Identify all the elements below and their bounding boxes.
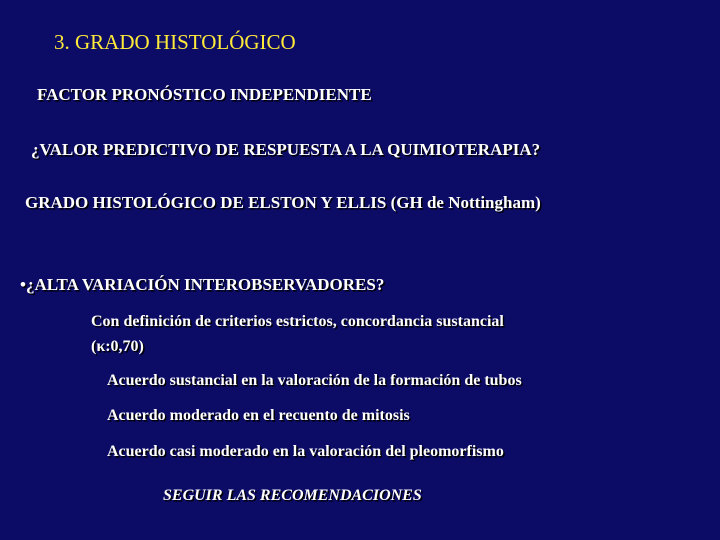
pleomorphism-text: Acuerdo casi moderado en la valoración del pleomorfismo	[107, 443, 504, 460]
recommendations-text: SEGUIR LAS RECOMENDACIONES	[163, 487, 422, 504]
interobserver-variation-bullet: •¿ALTA VARIACIÓN INTEROBSERVADORES?	[20, 275, 385, 294]
strict-criteria-text: Con definición de criterios estrictos, concordancia sustancial	[91, 313, 504, 330]
prognostic-factor-text: FACTOR PRONÓSTICO INDEPENDIENTE	[37, 85, 372, 104]
elston-ellis-grade-text: GRADO HISTOLÓGICO DE ELSTON Y ELLIS (GH de Nottingham)	[25, 193, 541, 212]
predictive-value-question: ¿VALOR PREDICTIVO DE RESPUESTA A LA QUIMIOTERAPIA?	[31, 140, 541, 159]
kappa-value-text: (κ:0,70)	[91, 338, 144, 355]
mitosis-count-text: Acuerdo moderado en el recuento de mitosis	[107, 407, 410, 424]
tubule-formation-text: Acuerdo sustancial en la valoración de la formación de tubos	[107, 372, 522, 389]
slide-title: 3. GRADO HISTOLÓGICO	[54, 30, 296, 54]
